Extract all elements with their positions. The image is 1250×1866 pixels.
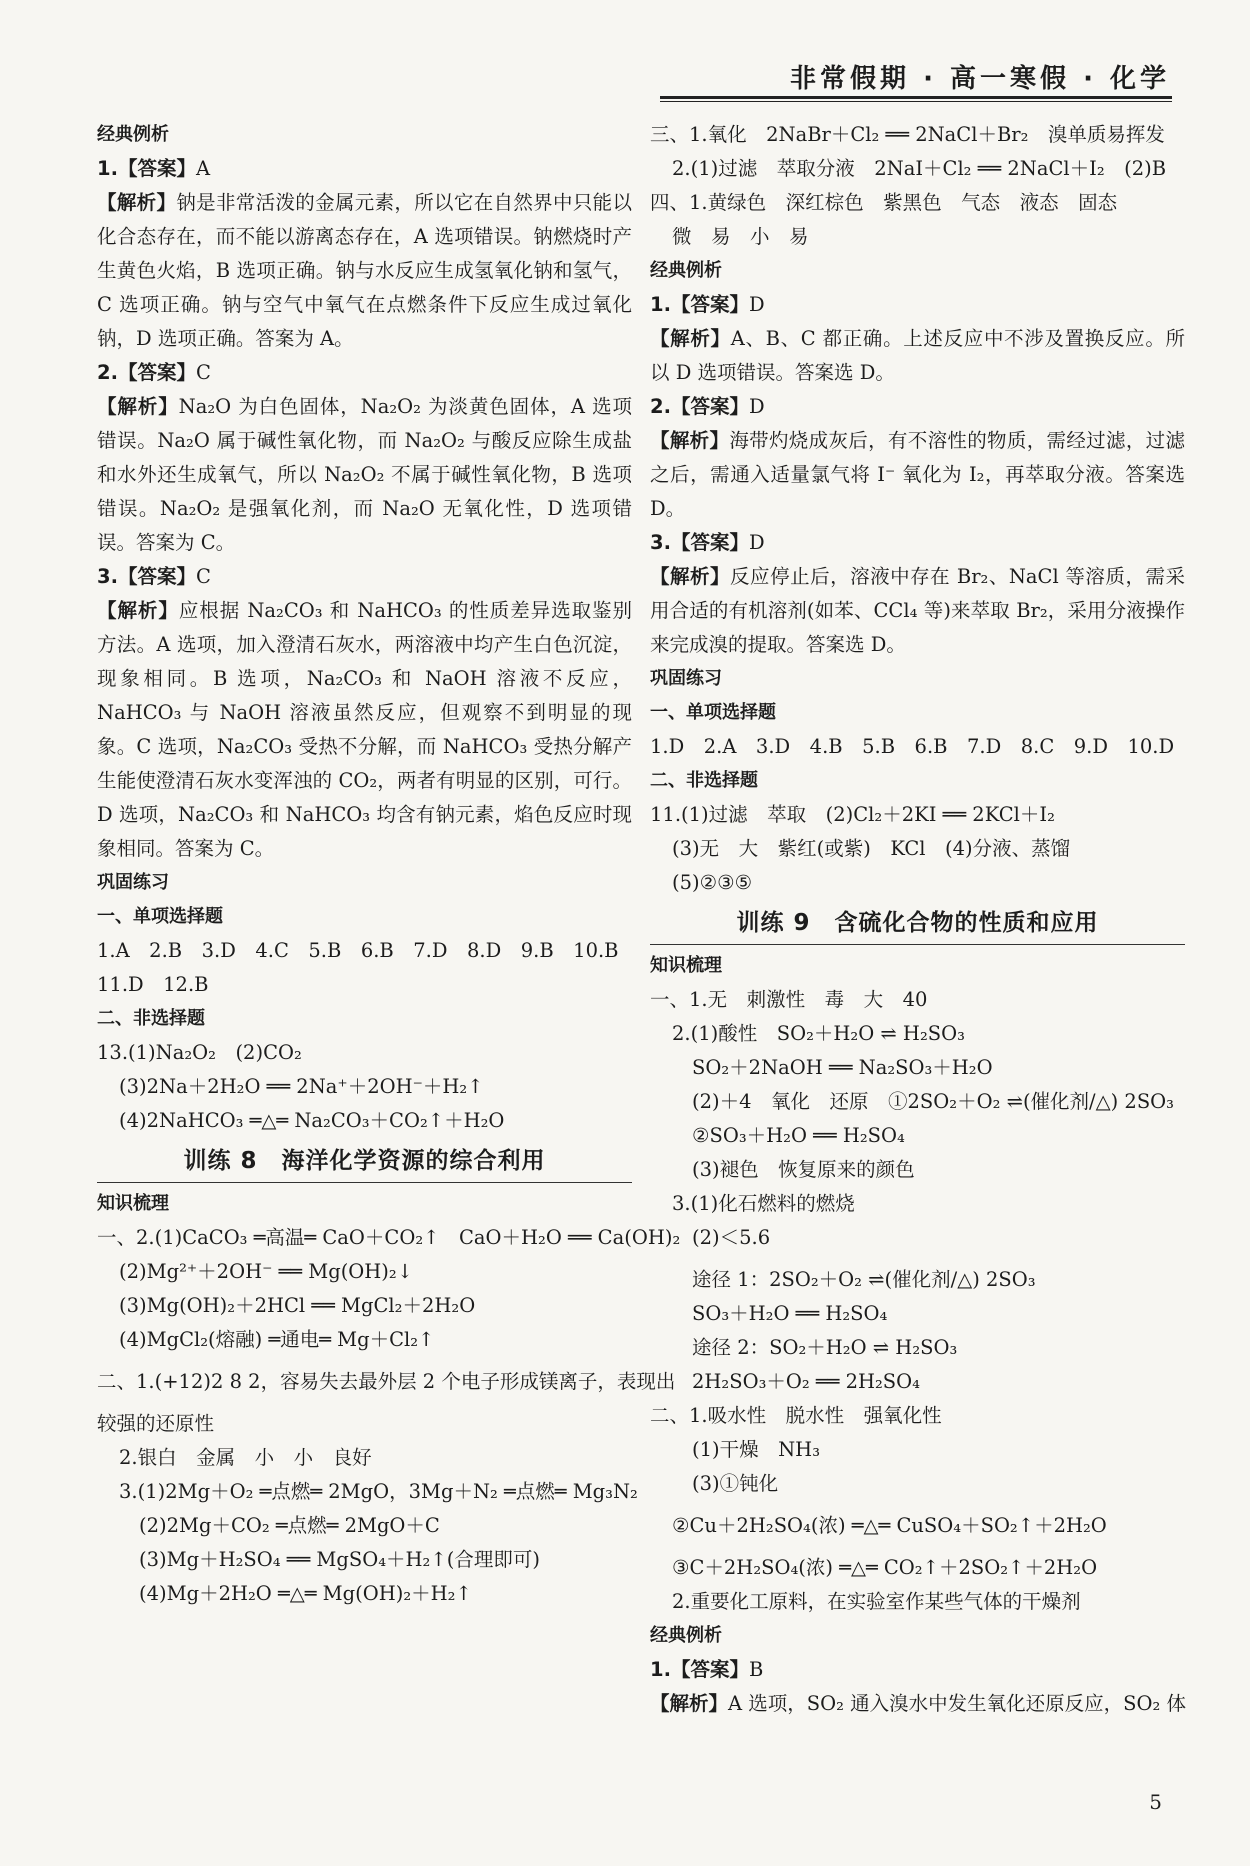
page-header-title: 非常假期 · 高一寒假 · 化学 <box>790 64 1170 94</box>
line-text: D <box>748 395 765 418</box>
line-text: (5)②③⑤ <box>672 871 753 894</box>
text-line <box>97 1289 632 1323</box>
line-text: 较强的还原性 <box>97 1412 215 1435</box>
text-line <box>97 934 632 968</box>
text-line <box>97 1407 632 1441</box>
answer-line <box>97 560 632 594</box>
text-line <box>97 1365 676 1399</box>
line-text: (3)Mg(OH)₂＋2HCl ══ MgCl₂＋2H₂O <box>119 1294 476 1317</box>
line-text: 训练 8 海洋化学资源的综合利用 <box>183 1148 546 1174</box>
lesson-title <box>97 1144 632 1183</box>
answer-tag: 【解析】 <box>650 1692 729 1715</box>
line-text: 经典例析 <box>650 1625 722 1646</box>
line-text: A <box>195 157 211 180</box>
text-line <box>650 1085 1185 1119</box>
line-text: 巩固练习 <box>650 668 722 689</box>
answer-tag: 3.【答案】 <box>650 531 749 554</box>
line-text: B <box>748 1658 764 1681</box>
line-text: A 选项，SO₂ 通入溴水中发生氧化还原反应，SO₂ 体 <box>728 1692 1187 1715</box>
line-text: 一、单项选择题 <box>97 906 223 927</box>
line-text: 三、1.氧化 2NaBr＋Cl₂ ══ 2NaCl＋Br₂ 溴单质易挥发 <box>650 123 1165 146</box>
text-line <box>97 1543 632 1577</box>
text-line <box>650 1119 1185 1153</box>
text-line <box>650 1433 1185 1467</box>
section-heading <box>650 764 1185 798</box>
spacer <box>97 1357 632 1365</box>
line-text: 一、单项选择题 <box>650 702 776 723</box>
text-line <box>650 1263 1185 1297</box>
text-line <box>650 186 1185 220</box>
line-text: Na₂O 为白色固体，Na₂O₂ 为淡黄色固体，A 选项错误。Na₂O 属于碱性氧化物，而 Na₂O₂ 与酸反应除生成盐和水外还生成氧气，所以 Na₂O₂ 不属于碱性氧化物，B 选项错误。Na₂O₂ 是强氧化剂，而 Na₂O 无氧化性，D 选项错误。答案为 C。 <box>97 395 632 554</box>
text-line <box>650 730 1185 764</box>
line-text: A、B、C 都正确。上述反应中不涉及置换反应。所以 D 选项错误。答案选 D。 <box>650 327 1185 384</box>
line-text: 二、1.(+12)2 8 2，容易失去最外层 2 个电子形成镁离子，表现出 <box>97 1370 676 1393</box>
text-line <box>650 1365 1185 1399</box>
line-text: (3)2Na＋2H₂O ══ 2Na⁺＋2OH⁻＋H₂↑ <box>119 1075 484 1098</box>
line-text: 11.(1)过滤 萃取 (2)Cl₂＋2KI ══ 2KCl＋I₂ <box>650 803 1055 826</box>
line-text: 海带灼烧成灰后，有不溶性的物质，需经过滤，过滤之后，需通入适量氯气将 I⁻ 氧化为 I₂，再萃取分液。答案选 D。 <box>650 429 1185 520</box>
text-line <box>97 1509 632 1543</box>
answer-tag: 1.【答案】 <box>650 293 749 316</box>
line-text: 二、非选择题 <box>650 770 758 791</box>
spacer <box>650 1501 1185 1509</box>
line-text: SO₃＋H₂O ══ H₂SO₄ <box>692 1302 888 1325</box>
answer-tag: 1.【答案】 <box>650 1658 749 1681</box>
text-line <box>97 1577 632 1611</box>
line-text: (4)2NaHCO₃ ═△═ Na₂CO₃＋CO₂↑＋H₂O <box>119 1109 505 1132</box>
text-line <box>650 1551 1185 1585</box>
answer-tag: 2.【答案】 <box>97 361 196 384</box>
text-line <box>650 1331 1185 1365</box>
answer-tag: 【解析】 <box>650 565 731 588</box>
text-line <box>650 866 1185 900</box>
line-text: 途径 2：SO₂＋H₂O ⇌ H₂SO₃ <box>692 1336 958 1359</box>
spacer <box>650 1255 1185 1263</box>
answer-tag: 【解析】 <box>97 599 179 622</box>
line-text: (3)①钝化 <box>692 1472 779 1495</box>
line-text: 13.(1)Na₂O₂ (2)CO₂ <box>97 1041 302 1064</box>
text-line <box>650 983 1185 1017</box>
line-text: 11.D 12.B <box>97 973 209 996</box>
text-line <box>97 1221 681 1255</box>
answer-tag: 【解析】 <box>97 191 177 214</box>
line-text: 经典例析 <box>650 260 722 281</box>
lesson-title <box>650 906 1185 945</box>
answer-tag: 3.【答案】 <box>97 565 196 588</box>
line-text: 途径 1：2SO₂＋O₂ ⇌(催化剂/△) 2SO₃ <box>692 1268 1036 1291</box>
line-text: 巩固练习 <box>97 872 169 893</box>
explanation-paragraph <box>97 594 632 866</box>
line-text: D <box>748 531 765 554</box>
line-text: 反应停止后，溶液中存在 Br₂、NaCl 等溶质，需采用合适的有机溶剂(如苯、CCl₄ 等)来萃取 Br₂，采用分液操作来完成溴的提取。答案选 D。 <box>650 565 1185 656</box>
text-line <box>650 1399 1185 1433</box>
line-text: C <box>195 361 211 384</box>
text-line <box>650 1187 1185 1221</box>
section-heading <box>650 949 1185 983</box>
line-text: 钠是非常活泼的金属元素，所以它在自然界中只能以化合态存在，而不能以游离态存在，A 选项错误。钠燃烧时产生黄色火焰，B 选项正确。钠与水反应生成氢氧化钠和氢气，C 选项正确。钠与空气中氧气在点燃条件下反应生成过氧化钠，D 选项正确。答案为 A。 <box>97 191 632 350</box>
line-text: ③C＋2H₂SO₄(浓) ═△═ CO₂↑＋2SO₂↑＋2H₂O <box>672 1556 1098 1579</box>
line-text: ②Cu＋2H₂SO₄(浓) ═△═ CuSO₄＋SO₂↑＋2H₂O <box>672 1514 1107 1537</box>
text-line <box>650 1509 1185 1543</box>
text-line <box>650 1153 1185 1187</box>
answer-tag: 【解析】 <box>650 429 730 452</box>
line-text: 3.(1)化石燃料的燃烧 <box>672 1192 855 1215</box>
line-text: 1.D 2.A 3.D 4.B 5.B 6.B 7.D 8.C 9.D 10.D <box>650 735 1175 758</box>
explanation-paragraph <box>97 390 632 560</box>
answer-line <box>650 526 1185 560</box>
line-text: (2)2Mg＋CO₂ ═点燃═ 2MgO＋C <box>139 1514 440 1537</box>
text-line <box>97 1323 632 1357</box>
explanation-paragraph <box>97 186 632 356</box>
answer-line <box>97 152 632 186</box>
text-line <box>97 1036 632 1070</box>
line-text: 2.(1)酸性 SO₂＋H₂O ⇌ H₂SO₃ <box>672 1022 965 1045</box>
line-text: SO₂＋2NaOH ══ Na₂SO₃＋H₂O <box>692 1056 993 1079</box>
answer-tag: 【解析】 <box>97 395 179 418</box>
explanation-paragraph <box>650 560 1185 662</box>
line-text: 知识梳理 <box>650 955 722 976</box>
line-text: 四、1.黄绿色 深红棕色 紫黑色 气态 液态 固态 <box>650 191 1118 214</box>
line-text: (3)Mg＋H₂SO₄ ══ MgSO₄＋H₂↑(合理即可) <box>139 1548 540 1571</box>
line-text: 2.(1)过滤 萃取分液 2NaI＋Cl₂ ══ 2NaCl＋I₂ (2)B <box>672 157 1167 180</box>
spacer <box>650 1543 1185 1551</box>
line-text: 经典例析 <box>97 124 169 145</box>
line-text: 1.A 2.B 3.D 4.C 5.B 6.B 7.D 8.D 9.B 10.B <box>97 939 619 962</box>
text-line <box>650 1017 1185 1051</box>
line-text: D <box>748 293 765 316</box>
text-line <box>650 1051 1185 1085</box>
line-text: 2H₂SO₃＋O₂ ══ 2H₂SO₄ <box>692 1370 920 1393</box>
line-text: 一、2.(1)CaCO₃ ═高温═ CaO＋CO₂↑ CaO＋H₂O ══ Ca(OH)₂ <box>97 1226 681 1249</box>
answer-tag: 1.【答案】 <box>97 157 196 180</box>
line-text: (2)＜5.6 <box>692 1226 771 1249</box>
line-text: (2)＋4 氧化 还原 ①2SO₂＋O₂ ⇌(催化剂/△) 2SO₃ <box>692 1090 1174 1113</box>
line-text: (2)Mg²⁺＋2OH⁻ ══ Mg(OH)₂↓ <box>119 1260 414 1283</box>
line-text: C <box>195 565 211 588</box>
explanation-paragraph <box>650 322 1185 390</box>
section-heading <box>97 1187 632 1221</box>
section-heading <box>97 1002 632 1036</box>
section-heading <box>650 254 1185 288</box>
answer-line <box>650 288 1185 322</box>
text-line <box>650 1467 1185 1501</box>
text-line <box>650 1585 1185 1619</box>
text-line <box>97 1104 632 1138</box>
line-text: 一、1.无 刺激性 毒 大 40 <box>650 988 928 1011</box>
text-line <box>650 220 1185 254</box>
answer-line <box>650 1653 1185 1687</box>
text-line <box>97 968 632 1002</box>
answer-tag: 【解析】 <box>650 327 731 350</box>
line-text: 3.(1)2Mg＋O₂ ═点燃═ 2MgO，3Mg＋N₂ ═点燃═ Mg₃N₂ <box>119 1480 638 1503</box>
section-heading <box>650 662 1185 696</box>
text-line <box>650 1687 1185 1721</box>
text-line <box>97 1475 638 1509</box>
text-line <box>97 1255 632 1289</box>
line-text: ②SO₃＋H₂O ══ H₂SO₄ <box>692 1124 905 1147</box>
answer-line <box>650 390 1185 424</box>
line-text: 2.重要化工原料，在实验室作某些气体的干燥剂 <box>672 1590 1081 1613</box>
left-column <box>97 118 681 1611</box>
line-text: 训练 9 含硫化合物的性质和应用 <box>736 910 1099 936</box>
text-line <box>650 1297 1185 1331</box>
line-text: 二、1.吸水性 脱水性 强氧化性 <box>650 1404 942 1427</box>
text-line <box>650 798 1185 832</box>
line-text: 微 易 小 易 <box>672 225 809 248</box>
text-line <box>650 152 1185 186</box>
line-text: (3)褪色 恢复原来的颜色 <box>692 1158 915 1181</box>
line-text: 2.银白 金属 小 小 良好 <box>119 1446 372 1469</box>
text-line <box>97 1070 632 1104</box>
spacer <box>97 1399 632 1407</box>
section-heading <box>650 1619 1185 1653</box>
text-line <box>97 1441 632 1475</box>
line-text: (1)干燥 NH₃ <box>692 1438 821 1461</box>
header-rule <box>660 96 1172 99</box>
line-text: 知识梳理 <box>97 1193 169 1214</box>
answer-line <box>97 356 632 390</box>
line-text: 应根据 Na₂CO₃ 和 NaHCO₃ 的性质差异选取鉴别方法。A 选项，加入澄清石灰水，两溶液中均产生白色沉淀，现象相同。B 选项，Na₂CO₃ 和 NaOH 溶液不反应，NaHCO₃ 与 NaOH 溶液虽然反应，但观察不到明显的现象。C 选项，Na₂CO₃ 受热不分解，而 NaHCO₃ 受热分解产生能使澄清石灰水变浑浊的 CO₂，两者有明显的区别，可行。D 选项，Na₂CO₃ 和 NaHCO₃ 均含有钠元素，焰色反应时现象相同。答案为 C。 <box>97 599 632 860</box>
right-column <box>650 118 1185 1721</box>
header-rule-thin <box>660 101 1172 102</box>
text-line <box>650 832 1185 866</box>
explanation-paragraph <box>650 424 1185 526</box>
line-text: (3)无 大 紫红(或紫) KCl (4)分液、蒸馏 <box>672 837 1071 860</box>
section-heading <box>650 696 1185 730</box>
answer-tag: 2.【答案】 <box>650 395 749 418</box>
text-line <box>650 118 1185 152</box>
section-heading <box>97 118 632 152</box>
page-number: 5 <box>1149 1790 1162 1814</box>
line-text: 二、非选择题 <box>97 1008 205 1029</box>
line-text: (4)MgCl₂(熔融) ═通电═ Mg＋Cl₂↑ <box>119 1328 435 1351</box>
text-line <box>650 1221 1185 1255</box>
section-heading <box>97 900 632 934</box>
section-heading <box>97 866 632 900</box>
line-text: (4)Mg＋2H₂O ═△═ Mg(OH)₂＋H₂↑ <box>139 1582 472 1605</box>
